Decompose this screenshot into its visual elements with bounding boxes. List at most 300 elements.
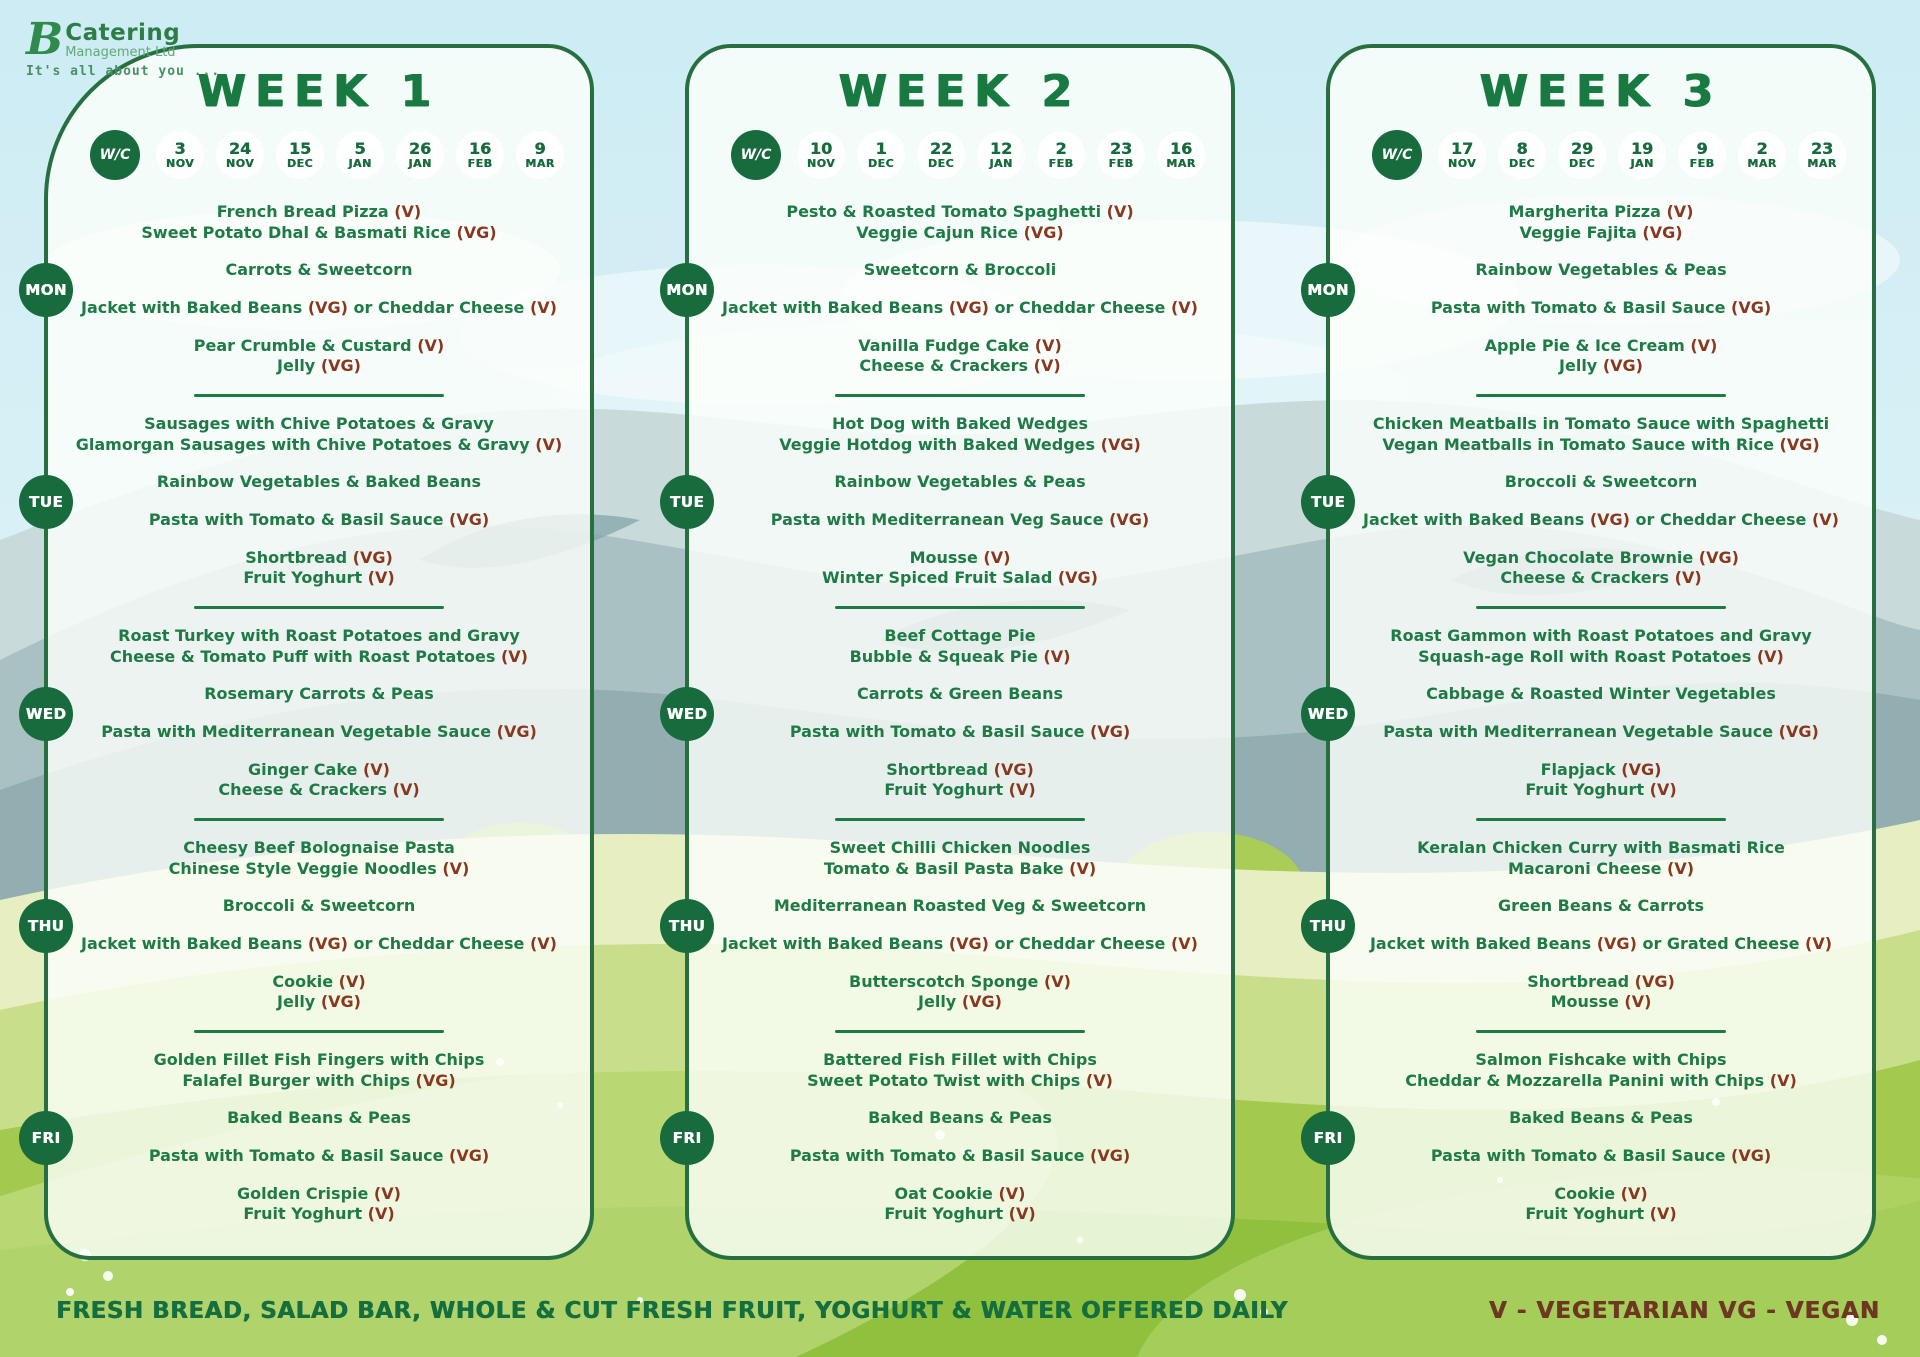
menu-line: Fruit Yoghurt (V) bbox=[243, 568, 395, 588]
menu-line: Ginger Cake (V) bbox=[248, 759, 390, 779]
meal-group bbox=[703, 202, 1217, 244]
day-section-wed bbox=[666, 609, 1217, 818]
meal-group bbox=[1344, 722, 1858, 743]
meal-group bbox=[62, 510, 576, 531]
date-month: MAR bbox=[1747, 157, 1777, 170]
diet-tag: (VG) bbox=[352, 547, 393, 567]
menu-line: Jacket with Baked Beans (VG) or Cheddar Cheese (V) bbox=[1363, 509, 1839, 529]
day-section-mon bbox=[1307, 185, 1858, 394]
week-title: WEEK 1 bbox=[197, 66, 441, 117]
diet-tag: (VG) bbox=[993, 759, 1034, 779]
menu-line: Roast Gammon with Roast Potatoes and Gravy bbox=[1390, 625, 1812, 645]
diet-tag: (VG) bbox=[1090, 721, 1131, 741]
meal-group bbox=[703, 548, 1217, 590]
diet-tag: (VG) bbox=[1109, 509, 1150, 529]
day-badge: WED bbox=[19, 687, 73, 741]
meal-group bbox=[62, 548, 576, 590]
menu-line: Shortbread (VG) bbox=[245, 547, 393, 567]
diet-tag: (V) bbox=[535, 434, 563, 454]
menu-line: Roast Turkey with Roast Potatoes and Gravy bbox=[118, 625, 520, 645]
meal-group bbox=[703, 1050, 1217, 1092]
meal-group bbox=[1344, 298, 1858, 319]
meal-group bbox=[703, 260, 1217, 281]
menu-line: Fruit Yoghurt (V) bbox=[243, 1204, 395, 1224]
menu-line: Jelly (VG) bbox=[918, 992, 1002, 1012]
day-section-thu bbox=[1309, 821, 1858, 1030]
logo-row bbox=[26, 14, 220, 65]
date-circle bbox=[1798, 131, 1846, 179]
meal-group bbox=[62, 838, 576, 880]
date-circle bbox=[1037, 131, 1085, 179]
diet-tag: (V) bbox=[983, 547, 1011, 567]
day-section-mon bbox=[25, 185, 576, 394]
diet-tag: (V) bbox=[367, 568, 395, 588]
date-month: NOV bbox=[225, 157, 255, 170]
diet-tag: (VG) bbox=[1621, 759, 1662, 779]
date-circle bbox=[1157, 131, 1205, 179]
date-number: 5 bbox=[354, 139, 366, 158]
menu-line: Apple Pie & Ice Cream (V) bbox=[1484, 335, 1718, 355]
week-title: WEEK 2 bbox=[838, 66, 1082, 117]
meal-group bbox=[62, 1050, 576, 1092]
menu-line: Pasta with Mediterranean Veg Sauce (VG) bbox=[770, 509, 1150, 529]
diet-tag: (VG) bbox=[1642, 222, 1683, 242]
menu-line: Battered Fish Fillet with Chips bbox=[823, 1049, 1097, 1069]
meal-group bbox=[1344, 838, 1858, 880]
diet-tag: (V) bbox=[373, 1183, 401, 1203]
meal-group bbox=[62, 972, 576, 1014]
menu-line: Pasta with Mediterranean Vegetable Sauce (VG) bbox=[101, 721, 537, 741]
date-number: 12 bbox=[989, 139, 1013, 158]
date-number: 16 bbox=[468, 139, 492, 158]
menu-line: Jacket with Baked Beans (VG) or Cheddar Cheese (V) bbox=[722, 297, 1198, 317]
date-month: FEB bbox=[1689, 157, 1715, 170]
menu-line: Salmon Fishcake with Chips bbox=[1475, 1049, 1727, 1069]
date-month: MAR bbox=[525, 157, 555, 170]
meal-group bbox=[62, 1108, 576, 1129]
date-circle bbox=[1678, 131, 1726, 179]
diet-tag: (V) bbox=[1043, 646, 1071, 666]
diet-tag: (VG) bbox=[1698, 547, 1739, 567]
date-number: 9 bbox=[1696, 139, 1708, 158]
meal-group bbox=[1344, 548, 1858, 590]
diet-tag: (VG) bbox=[496, 721, 537, 741]
menu-line: Sweet Potato Dhal & Basmati Rice (VG) bbox=[141, 222, 497, 242]
date-month: DEC bbox=[867, 157, 895, 170]
menu-body bbox=[25, 181, 590, 1242]
menu-line: Veggie Hotdog with Baked Wedges (VG) bbox=[779, 434, 1141, 454]
week-title: WEEK 3 bbox=[1479, 66, 1723, 117]
menu-line: Tomato & Basil Pasta Bake (V) bbox=[823, 858, 1097, 878]
meal-group bbox=[703, 684, 1217, 705]
diet-tag: (VG) bbox=[307, 933, 348, 953]
diet-tag: (V) bbox=[1085, 1070, 1113, 1090]
meal-group bbox=[1344, 1050, 1858, 1092]
menu-line: Green Beans & Carrots bbox=[1497, 896, 1705, 916]
date-number: 9 bbox=[534, 139, 546, 158]
diet-tag: (V) bbox=[1033, 356, 1061, 376]
menu-line: Rainbow Vegetables & Peas bbox=[1475, 260, 1727, 280]
menu-line: Beef Cottage Pie bbox=[884, 625, 1036, 645]
meal-group bbox=[703, 972, 1217, 1014]
meal-group bbox=[703, 510, 1217, 531]
menu-line: Jacket with Baked Beans (VG) or Cheddar Cheese (V) bbox=[81, 933, 557, 953]
diet-tag: (V) bbox=[1008, 780, 1036, 800]
menu-body bbox=[666, 181, 1231, 1242]
day-section-tue bbox=[1310, 397, 1858, 606]
menu-line: Flapjack (VG) bbox=[1540, 759, 1662, 779]
date-number: 3 bbox=[174, 139, 186, 158]
day-badge: WED bbox=[1301, 687, 1355, 741]
day-badge: THU bbox=[660, 899, 714, 953]
day-section-thu bbox=[27, 821, 576, 1030]
menu-line: Fruit Yoghurt (V) bbox=[1525, 780, 1677, 800]
diet-tag: (V) bbox=[1620, 1183, 1648, 1203]
menu-line: Jelly (VG) bbox=[277, 992, 361, 1012]
diet-tag: (VG) bbox=[415, 1070, 456, 1090]
date-number: 23 bbox=[1810, 139, 1834, 158]
menu-line: Chinese Style Veggie Noodles (V) bbox=[168, 858, 470, 878]
meal-group bbox=[1344, 414, 1858, 456]
diet-tag: (VG) bbox=[320, 356, 361, 376]
menu-line: Jelly (VG) bbox=[277, 356, 361, 376]
menu-line: Cheese & Tomato Puff with Roast Potatoes (V) bbox=[110, 646, 528, 666]
menu-line: Carrots & Sweetcorn bbox=[225, 260, 413, 280]
meal-group bbox=[1344, 972, 1858, 1014]
dates-row bbox=[48, 117, 590, 181]
meal-group bbox=[703, 1146, 1217, 1167]
week-card-2 bbox=[666, 44, 1235, 1260]
day-section-mon bbox=[666, 185, 1217, 394]
date-number: 2 bbox=[1756, 139, 1768, 158]
day-badge: TUE bbox=[660, 475, 714, 529]
date-circle bbox=[917, 131, 965, 179]
menu-line: Glamorgan Sausages with Chive Potatoes & Gravy (V) bbox=[75, 434, 563, 454]
diet-tag: (VG) bbox=[961, 992, 1002, 1012]
week-card-3 bbox=[1307, 44, 1876, 1260]
date-circle bbox=[1438, 131, 1486, 179]
date-circle bbox=[977, 131, 1025, 179]
date-number: 17 bbox=[1450, 139, 1474, 158]
menu-line: Keralan Chicken Curry with Basmati Rice bbox=[1417, 837, 1785, 857]
day-badge: MON bbox=[19, 263, 73, 317]
menu-line: Sausages with Chive Potatoes & Gravy bbox=[144, 413, 494, 433]
week-commencing-badge: W/C bbox=[731, 130, 781, 180]
menu-line: Pasta with Tomato & Basil Sauce (VG) bbox=[789, 721, 1131, 741]
meal-group bbox=[62, 1146, 576, 1167]
logo-tagline: It's all about you ... bbox=[26, 64, 221, 79]
diet-tag: (VG) bbox=[948, 933, 989, 953]
day-section-wed bbox=[1307, 609, 1858, 818]
diet-tag: (VG) bbox=[1589, 509, 1630, 529]
meal-group bbox=[1344, 626, 1858, 668]
menu-line: Golden Fillet Fish Fingers with Chips bbox=[153, 1049, 485, 1069]
date-month: JAN bbox=[1630, 157, 1654, 170]
menu-line: Jelly (VG) bbox=[1559, 356, 1643, 376]
menu-line: Baked Beans & Peas bbox=[227, 1108, 411, 1128]
menu-line: Baked Beans & Peas bbox=[868, 1108, 1052, 1128]
date-number: 15 bbox=[288, 139, 312, 158]
menu-line: Pasta with Tomato & Basil Sauce (VG) bbox=[1430, 1145, 1772, 1165]
diet-tag: (VG) bbox=[1779, 434, 1820, 454]
diet-tag: (V) bbox=[998, 1183, 1026, 1203]
date-month: NOV bbox=[1447, 157, 1477, 170]
date-number: 10 bbox=[809, 139, 833, 158]
day-badge: FRI bbox=[1301, 1111, 1355, 1165]
date-circle bbox=[1558, 131, 1606, 179]
menu-line: Cheddar & Mozzarella Panini with Chips (V) bbox=[1405, 1070, 1797, 1090]
diet-tag: (VG) bbox=[449, 509, 490, 529]
day-section-wed bbox=[25, 609, 576, 818]
diet-tag: (V) bbox=[442, 858, 470, 878]
menu-line: Hot Dog with Baked Wedges bbox=[831, 413, 1089, 433]
diet-tag: (V) bbox=[417, 335, 445, 355]
menu-line: Rainbow Vegetables & Peas bbox=[834, 472, 1086, 492]
menu-line: Bubble & Squeak Pie (V) bbox=[849, 646, 1071, 666]
date-number: 16 bbox=[1169, 139, 1193, 158]
meal-group bbox=[703, 838, 1217, 880]
diet-tag: (VG) bbox=[1100, 434, 1141, 454]
diet-tag: (V) bbox=[1666, 201, 1694, 221]
menu-line: Pear Crumble & Custard (V) bbox=[193, 335, 445, 355]
menu-line: Broccoli & Sweetcorn bbox=[1504, 472, 1698, 492]
day-badge: TUE bbox=[1301, 475, 1355, 529]
menu-line: Vegan Meatballs in Tomato Sauce with Rice (VG) bbox=[1382, 434, 1820, 454]
date-circle bbox=[1097, 131, 1145, 179]
date-month: DEC bbox=[1568, 157, 1596, 170]
diet-tag: (V) bbox=[367, 1204, 395, 1224]
meal-group bbox=[703, 1184, 1217, 1226]
logo-text bbox=[65, 18, 180, 59]
meal-group bbox=[62, 298, 576, 319]
menu-line: Rosemary Carrots & Peas bbox=[204, 684, 434, 704]
week-card-1 bbox=[25, 44, 594, 1260]
date-circle bbox=[857, 131, 905, 179]
date-month: FEB bbox=[467, 157, 493, 170]
day-badge: FRI bbox=[660, 1111, 714, 1165]
menu-line: Macaroni Cheese (V) bbox=[1507, 858, 1695, 878]
date-number: 8 bbox=[1516, 139, 1528, 158]
date-month: NOV bbox=[165, 157, 195, 170]
date-month: DEC bbox=[1508, 157, 1536, 170]
meal-group bbox=[1344, 202, 1858, 244]
menu-line: Mousse (V) bbox=[1550, 992, 1652, 1012]
date-circle bbox=[516, 131, 564, 179]
menu-line: Pasta with Tomato & Basil Sauce (VG) bbox=[789, 1145, 1131, 1165]
meal-group bbox=[1344, 1108, 1858, 1129]
meal-group bbox=[703, 896, 1217, 917]
day-section-tue bbox=[28, 397, 576, 606]
meal-group bbox=[1344, 934, 1858, 955]
diet-tag: (VG) bbox=[1731, 1145, 1772, 1165]
menu-line: Falafel Burger with Chips (VG) bbox=[182, 1070, 456, 1090]
date-circle bbox=[396, 131, 444, 179]
diet-tag: (VG) bbox=[1090, 1145, 1131, 1165]
meal-group bbox=[62, 684, 576, 705]
date-month: NOV bbox=[806, 157, 836, 170]
diet-tag: (V) bbox=[529, 933, 557, 953]
menu-line: Veggie Fajita (VG) bbox=[1519, 222, 1683, 242]
diet-tag: (VG) bbox=[1602, 356, 1643, 376]
menu-line: Pesto & Roasted Tomato Spaghetti (V) bbox=[786, 201, 1134, 221]
logo-name: Catering bbox=[65, 20, 181, 46]
diet-tag: (VG) bbox=[456, 222, 497, 242]
diet-tag: (V) bbox=[392, 780, 420, 800]
menu-line: Mediterranean Roasted Veg & Sweetcorn bbox=[773, 896, 1147, 916]
meal-group bbox=[1344, 260, 1858, 281]
menu-line: Cheese & Crackers (V) bbox=[859, 356, 1061, 376]
meal-group bbox=[62, 414, 576, 456]
menu-line: Fruit Yoghurt (V) bbox=[884, 780, 1036, 800]
diet-tag: (VG) bbox=[1057, 568, 1098, 588]
diet-tag: (V) bbox=[1170, 297, 1198, 317]
diet-tag: (VG) bbox=[1731, 297, 1772, 317]
date-month: JAN bbox=[408, 157, 432, 170]
menu-line: Cheese & Crackers (V) bbox=[218, 780, 420, 800]
diet-tag: (V) bbox=[1034, 335, 1062, 355]
diet-tag: (V) bbox=[1690, 335, 1718, 355]
meal-group bbox=[1344, 760, 1858, 802]
meal-group bbox=[62, 896, 576, 917]
date-number: 22 bbox=[929, 139, 953, 158]
meal-group bbox=[62, 1184, 576, 1226]
meal-group bbox=[1344, 336, 1858, 378]
menu-line: Cookie (V) bbox=[1554, 1183, 1648, 1203]
meal-group bbox=[703, 722, 1217, 743]
diet-tag: (V) bbox=[338, 971, 366, 991]
diet-tag: (V) bbox=[1674, 568, 1702, 588]
diet-tag: (V) bbox=[1649, 780, 1677, 800]
meal-group bbox=[703, 414, 1217, 456]
menu-line: Sweet Chilli Chicken Noodles bbox=[829, 837, 1091, 857]
meal-group bbox=[703, 336, 1217, 378]
menu-line: Sweetcorn & Broccoli bbox=[863, 260, 1057, 280]
menu-line: Butterscotch Sponge (V) bbox=[849, 971, 1071, 991]
diet-tag: (V) bbox=[1043, 971, 1071, 991]
diet-tag: (V) bbox=[362, 759, 390, 779]
logo-b-mark: B bbox=[26, 14, 64, 65]
menu-line: French Bread Pizza (V) bbox=[216, 201, 422, 221]
diet-tag: (V) bbox=[1805, 933, 1833, 953]
diet-tag: (V) bbox=[529, 297, 557, 317]
meal-group bbox=[703, 760, 1217, 802]
meal-group bbox=[703, 472, 1217, 493]
meal-group bbox=[703, 934, 1217, 955]
menu-line: Margherita Pizza (V) bbox=[1508, 201, 1694, 221]
menu-line: Pasta with Tomato & Basil Sauce (VG) bbox=[148, 1145, 490, 1165]
dates-row bbox=[689, 117, 1231, 181]
day-section-tue bbox=[669, 397, 1217, 606]
date-number: 29 bbox=[1570, 139, 1594, 158]
logo-subtitle: Management Ltd bbox=[65, 45, 176, 60]
menu-line: Shortbread (VG) bbox=[1527, 971, 1675, 991]
date-number: 19 bbox=[1630, 139, 1654, 158]
diet-legend: V - VEGETARIAN VG - VEGAN bbox=[1488, 1298, 1880, 1324]
date-circle bbox=[276, 131, 324, 179]
date-month: JAN bbox=[348, 157, 372, 170]
date-number: 2 bbox=[1055, 139, 1067, 158]
menu-line: Baked Beans & Peas bbox=[1509, 1108, 1693, 1128]
date-circle bbox=[456, 131, 504, 179]
menu-line: Pasta with Tomato & Basil Sauce (VG) bbox=[148, 509, 490, 529]
date-number: 23 bbox=[1109, 139, 1133, 158]
date-number: 26 bbox=[408, 139, 432, 158]
meal-group bbox=[1344, 1184, 1858, 1226]
menu-line: Winter Spiced Fruit Salad (VG) bbox=[822, 568, 1098, 588]
date-circle bbox=[216, 131, 264, 179]
brand-logo bbox=[26, 14, 221, 79]
meal-group bbox=[62, 472, 576, 493]
date-circle bbox=[156, 131, 204, 179]
diet-tag: (V) bbox=[1069, 858, 1097, 878]
diet-tag: (VG) bbox=[449, 1145, 490, 1165]
menu-line: Jacket with Baked Beans (VG) or Cheddar Cheese (V) bbox=[81, 297, 557, 317]
date-number: 1 bbox=[875, 139, 887, 158]
date-circle bbox=[336, 131, 384, 179]
diet-tag: (V) bbox=[500, 646, 528, 666]
footer bbox=[56, 1298, 1880, 1324]
menu-line: Fruit Yoghurt (V) bbox=[1525, 1204, 1677, 1224]
date-month: MAR bbox=[1166, 157, 1196, 170]
meal-group bbox=[1344, 896, 1858, 917]
menu-line: Broccoli & Sweetcorn bbox=[222, 896, 416, 916]
menu-line: Rainbow Vegetables & Baked Beans bbox=[156, 472, 482, 492]
diet-tag: (V) bbox=[1008, 1204, 1036, 1224]
meal-group bbox=[703, 298, 1217, 319]
menu-line: Jacket with Baked Beans (VG) or Grated Cheese (V) bbox=[1369, 933, 1833, 953]
menu-line: Squash-age Roll with Roast Potatoes (V) bbox=[1418, 646, 1784, 666]
menu-line: Cheesy Beef Bolognaise Pasta bbox=[183, 837, 455, 857]
menu-line: Sweet Potato Twist with Chips (V) bbox=[807, 1070, 1113, 1090]
day-section-fri bbox=[672, 1033, 1217, 1242]
week-commencing-badge: W/C bbox=[90, 130, 140, 180]
meal-group bbox=[703, 1108, 1217, 1129]
day-badge: THU bbox=[19, 899, 73, 953]
diet-tag: (VG) bbox=[320, 992, 361, 1012]
day-badge: WED bbox=[660, 687, 714, 741]
diet-tag: (V) bbox=[1811, 509, 1839, 529]
diet-tag: (VG) bbox=[1023, 222, 1064, 242]
menu-line: Mousse (V) bbox=[909, 547, 1011, 567]
meal-group bbox=[1344, 1146, 1858, 1167]
menu-line: Oat Cookie (V) bbox=[894, 1183, 1026, 1203]
meal-group bbox=[62, 760, 576, 802]
date-month: MAR bbox=[1807, 157, 1837, 170]
day-badge: THU bbox=[1301, 899, 1355, 953]
diet-tag: (V) bbox=[1649, 1204, 1677, 1224]
diet-tag: (V) bbox=[394, 201, 422, 221]
diet-tag: (V) bbox=[1667, 858, 1695, 878]
meal-group bbox=[62, 260, 576, 281]
date-circle bbox=[1498, 131, 1546, 179]
date-circle bbox=[797, 131, 845, 179]
menu-line: Pasta with Mediterranean Vegetable Sauce (VG) bbox=[1383, 721, 1819, 741]
date-month: FEB bbox=[1108, 157, 1134, 170]
day-badge: TUE bbox=[19, 475, 73, 529]
date-circle bbox=[1618, 131, 1666, 179]
meal-group bbox=[1344, 510, 1858, 531]
menu-line: Pasta with Tomato & Basil Sauce (VG) bbox=[1430, 297, 1772, 317]
meal-group bbox=[62, 722, 576, 743]
diet-tag: (V) bbox=[1170, 933, 1198, 953]
menu-line: Jacket with Baked Beans (VG) or Cheddar Cheese (V) bbox=[722, 933, 1198, 953]
menu-body bbox=[1307, 181, 1872, 1242]
meal-group bbox=[1344, 472, 1858, 493]
date-month: FEB bbox=[1048, 157, 1074, 170]
daily-offer-note: FRESH BREAD, SALAD BAR, WHOLE & CUT FRESH FRUIT, YOGHURT & WATER OFFERED DAILY bbox=[56, 1298, 1288, 1324]
diet-tag: (VG) bbox=[1634, 971, 1675, 991]
menu-line: Vanilla Fudge Cake (V) bbox=[858, 335, 1062, 355]
